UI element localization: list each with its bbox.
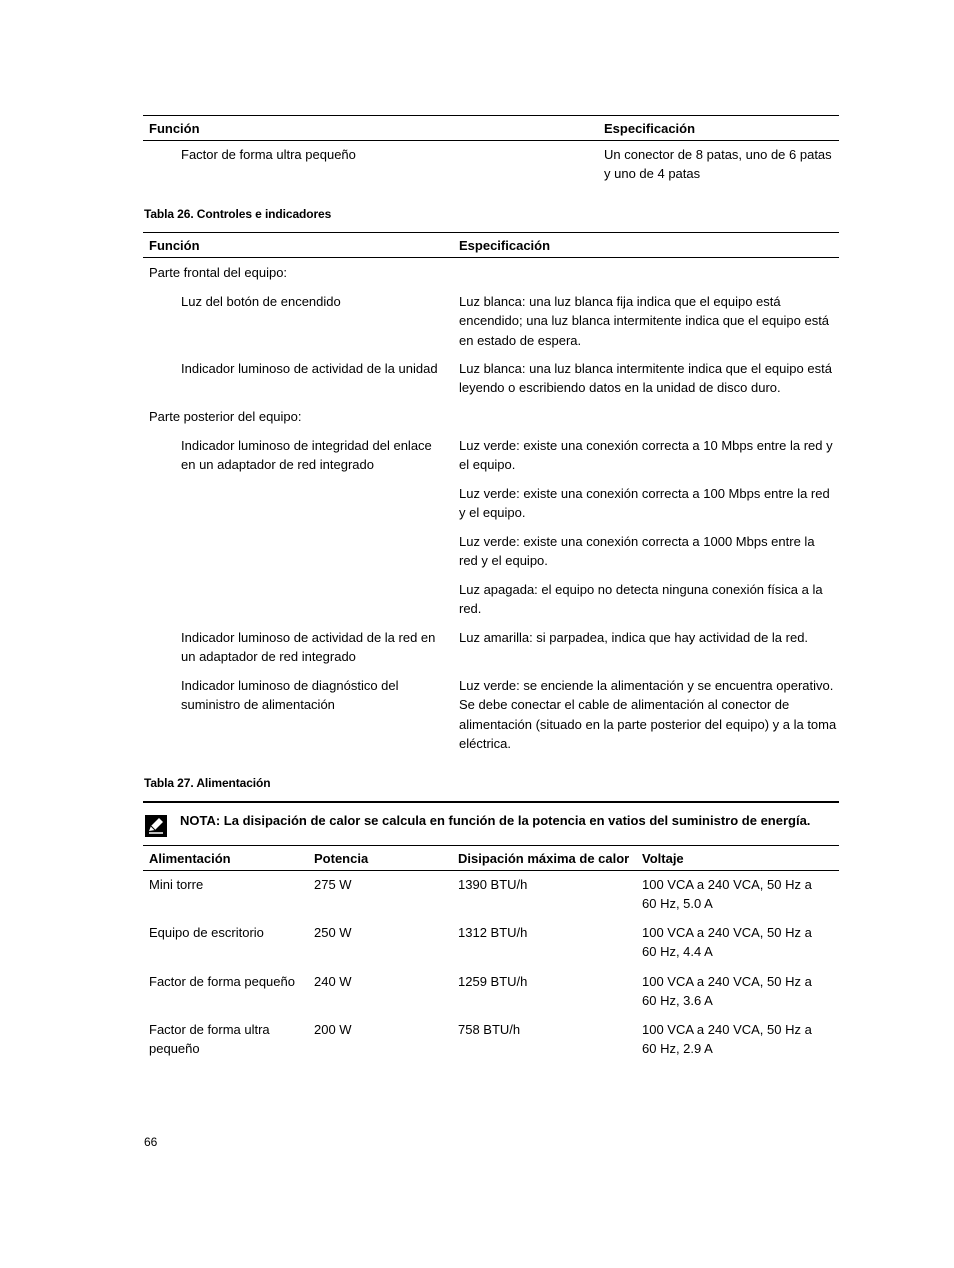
table-cell: 100 VCA a 240 VCA, 50 Hz a 60 Hz, 5.0 A: [642, 877, 812, 912]
table-cell: Indicador luminoso de diagnóstico del suministro de alimentación: [181, 678, 399, 713]
table-cell: Mini torre: [149, 877, 204, 892]
table-cell: Factor de forma pequeño: [149, 974, 295, 989]
table-cell: Factor de forma ultra pequeño: [181, 147, 356, 162]
table-cell: 100 VCA a 240 VCA, 50 Hz a 60 Hz, 2.9 A: [642, 1022, 812, 1057]
header-funcion: Función: [149, 238, 200, 253]
table-cell: Luz verde: existe una conexión correcta a 100 Mbps entre la red y el equipo.: [459, 486, 830, 521]
table-cell: Luz verde: se enciende la alimentación y se encuentra operativo. Se debe conectar el cable de alimentación al conector de alimentación (situado en la parte posterior del equipo) y a la toma eléctrica.: [459, 678, 837, 752]
table-cell: Luz verde: existe una conexión correcta a 10 Mbps entre la red y el equipo.: [459, 438, 833, 473]
header-alimentacion: Alimentación: [149, 851, 231, 866]
table-cell: 100 VCA a 240 VCA, 50 Hz a 60 Hz, 3.6 A: [642, 974, 812, 1009]
header-disipacion: Disipación máxima de calor: [458, 851, 630, 866]
table-cell: Indicador luminoso de actividad de la unidad: [181, 361, 438, 376]
table-cell: 100 VCA a 240 VCA, 50 Hz a 60 Hz, 4.4 A: [642, 925, 812, 960]
table-cell: 1312 BTU/h: [458, 925, 528, 940]
table-header: [143, 845, 839, 871]
table-caption: Tabla 26. Controles e indicadores: [144, 207, 332, 221]
table-caption: Tabla 27. Alimentación: [144, 776, 271, 790]
table-cell: 1259 BTU/h: [458, 974, 528, 989]
table-cell: Luz del botón de encendido: [181, 294, 341, 309]
table-cell: Factor de forma ultra pequeño: [149, 1022, 270, 1057]
table-cell: Luz apagada: el equipo no detecta ninguna conexión física a la red.: [459, 582, 823, 617]
table-cell: 200 W: [314, 1022, 352, 1037]
note-box: [143, 801, 839, 843]
table-cell: Luz amarilla: si parpadea, indica que hay actividad de la red.: [459, 630, 809, 645]
table-cell: Indicador luminoso de integridad del enlace en un adaptador de red integrado: [181, 438, 432, 473]
section-label: Parte posterior del equipo:: [149, 409, 302, 424]
page-number: 66: [144, 1135, 158, 1149]
header-voltaje: Voltaje: [642, 851, 684, 866]
table-cell: Indicador luminoso de actividad de la red en un adaptador de red integrado: [181, 630, 436, 665]
controls-table: [143, 232, 839, 752]
connector-table: [143, 115, 839, 182]
table-cell: Luz blanca: una luz blanca fija indica que el equipo está encendido; una luz blanca intermitente indica que el equipo está en estado de espera.: [459, 294, 830, 348]
power-table: [143, 845, 839, 1057]
table-cell: Un conector de 8 patas, uno de 6 patas y uno de 4 patas: [604, 147, 832, 182]
table-cell: 1390 BTU/h: [458, 877, 528, 892]
table-cell: Luz blanca: una luz blanca intermitente indica que el equipo está leyendo o escribiendo datos en la unidad de disco duro.: [459, 361, 832, 396]
table-header: [143, 232, 839, 258]
header-funcion: Función: [149, 121, 200, 136]
table-cell: 758 BTU/h: [458, 1022, 521, 1037]
header-especificacion: Especificación: [459, 238, 551, 253]
header-especificacion: Especificación: [604, 121, 696, 136]
table-cell: Equipo de escritorio: [149, 925, 264, 940]
pencil-note-icon: [145, 815, 167, 840]
header-potencia: Potencia: [314, 851, 369, 866]
table-cell: 250 W: [314, 925, 352, 940]
table-cell: Luz verde: existe una conexión correcta a 1000 Mbps entre la red y el equipo.: [459, 534, 815, 569]
table-cell: 275 W: [314, 877, 352, 892]
note-text: NOTA: La disipación de calor se calcula en función de la potencia en vatios del suministro de energía.: [180, 813, 811, 828]
section-label: Parte frontal del equipo:: [149, 265, 288, 280]
table-cell: 240 W: [314, 974, 352, 989]
table-header: [143, 115, 839, 141]
